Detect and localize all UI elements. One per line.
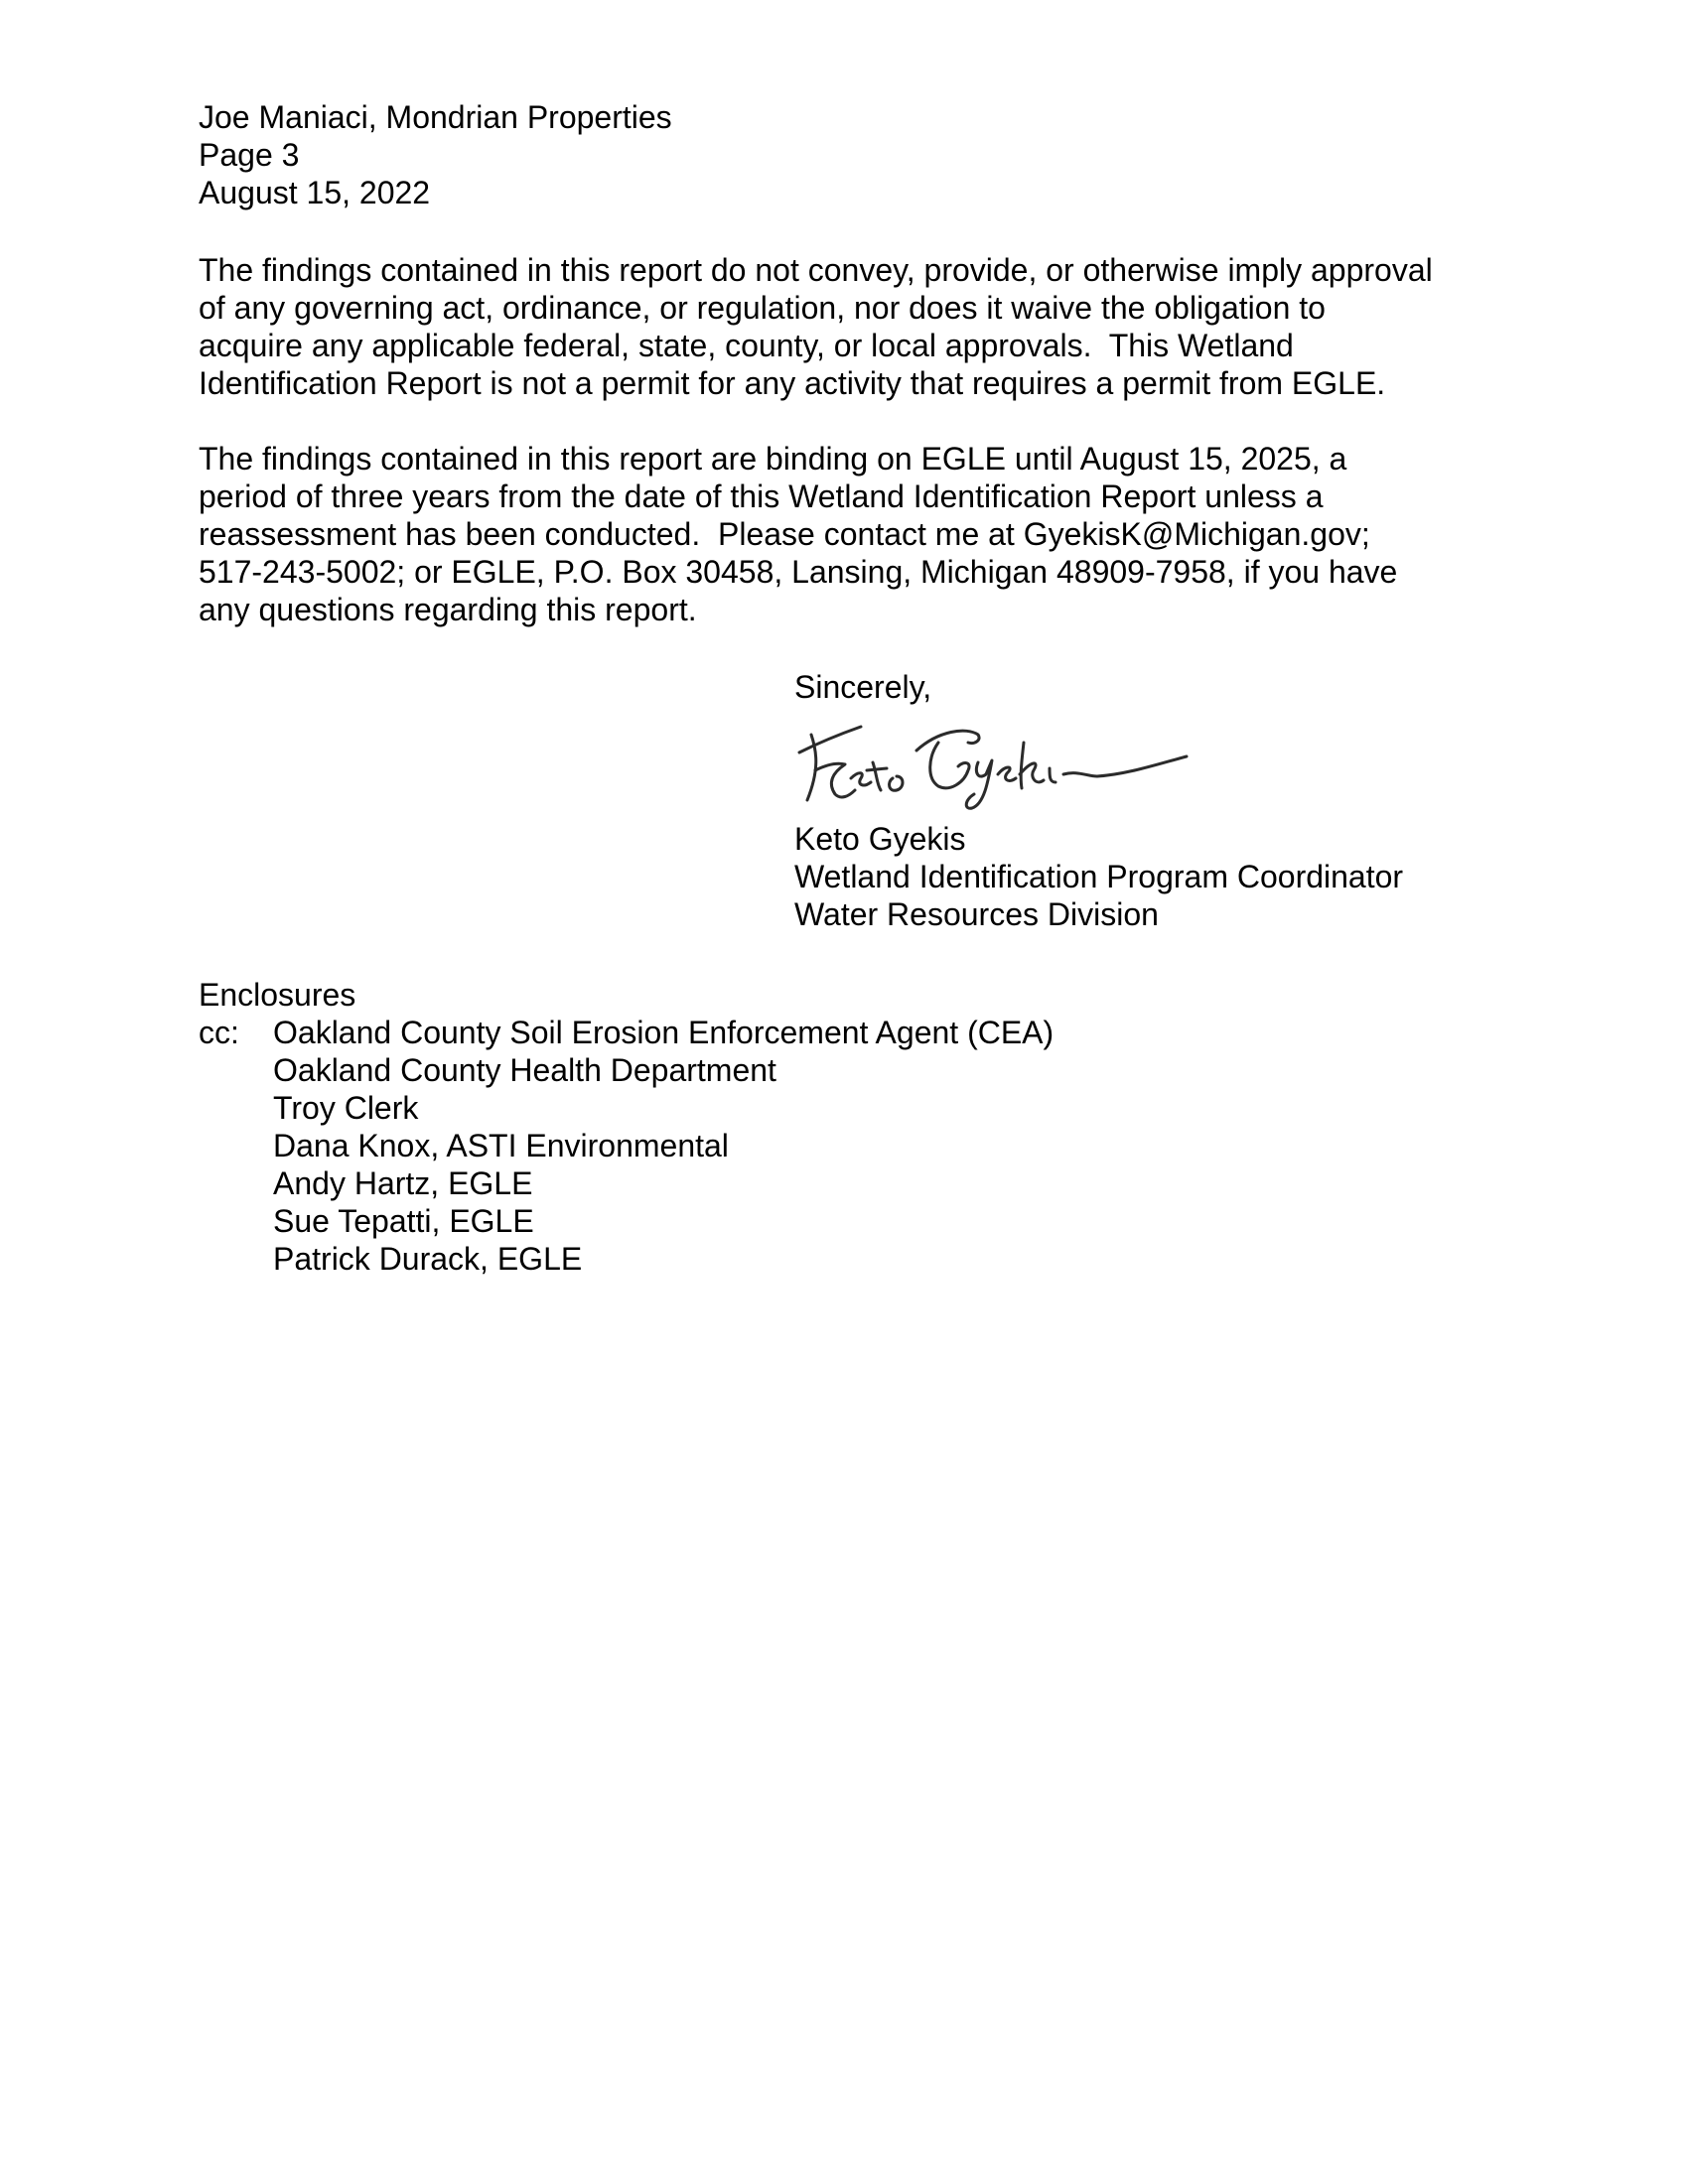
handwritten-signature — [789, 713, 1196, 812]
page-number: Page 3 — [199, 137, 300, 173]
cc-recipient: Oakland County Soil Erosion Enforcement Agent (CEA) — [273, 1015, 1055, 1050]
paragraph-line: any questions regarding this report. — [199, 592, 697, 627]
cc-recipient: Oakland County Health Department — [273, 1052, 776, 1088]
paragraph-line: acquire any applicable federal, state, county, or local approvals. This Wetland — [199, 328, 1294, 363]
signer-division: Water Resources Division — [794, 896, 1159, 932]
paragraph-binding-period — [199, 440, 1489, 628]
signer-title: Wetland Identification Program Coordinator — [794, 859, 1404, 894]
enclosures-text: Enclosures — [199, 977, 356, 1013]
letter-date: August 15, 2022 — [199, 175, 431, 210]
paragraph-line: The findings contained in this report do not convey, provide, or otherwise imply approval — [199, 252, 1433, 288]
cc-list — [273, 1014, 1266, 1278]
enclosures-label — [199, 976, 355, 1014]
closing-salutation — [794, 668, 931, 706]
paragraph-line: period of three years from the date of this Wetland Identification Report unless a — [199, 478, 1324, 514]
signer-name: Keto Gyekis — [794, 821, 966, 857]
paragraph-disclaimer — [199, 251, 1489, 402]
signer-block — [794, 820, 1403, 933]
cc-recipient: Andy Hartz, EGLE — [273, 1165, 533, 1201]
cc-recipient: Patrick Durack, EGLE — [273, 1241, 583, 1277]
paragraph-line: The findings contained in this report are binding on EGLE until August 15, 2025, a — [199, 441, 1347, 477]
paragraph-line: of any governing act, ordinance, or regulation, nor does it waive the obligation to — [199, 290, 1326, 326]
salutation-text: Sincerely, — [794, 669, 932, 705]
cc-label: cc: — [199, 1015, 239, 1050]
cc-recipient: Dana Knox, ASTI Environmental — [273, 1128, 729, 1163]
paragraph-line: Identification Report is not a permit for any activity that requires a permit from EGLE. — [199, 365, 1386, 401]
cc-recipient: Troy Clerk — [273, 1090, 419, 1126]
cc-recipient: Sue Tepatti, EGLE — [273, 1203, 534, 1239]
letter-header — [199, 98, 1489, 211]
paragraph-line: reassessment has been conducted. Please contact me at GyekisK@Michigan.gov; — [199, 516, 1370, 552]
paragraph-line: 517-243-5002; or EGLE, P.O. Box 30458, Lansing, Michigan 48909-7958, if you have — [199, 554, 1398, 590]
recipient-line: Joe Maniaci, Mondrian Properties — [199, 99, 672, 135]
